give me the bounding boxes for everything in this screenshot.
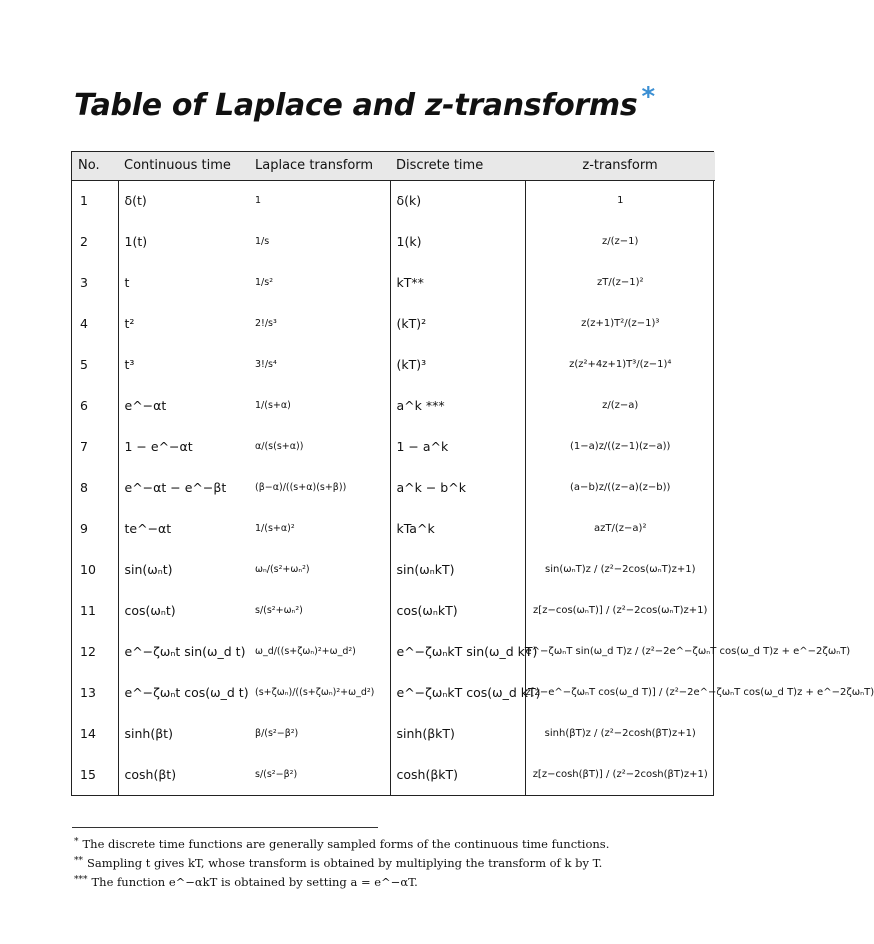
row-number: 3: [80, 275, 88, 290]
continuous-time-cell: sin(ωₙt): [118, 549, 249, 590]
table-row: [72, 631, 715, 672]
row-number: 4: [80, 316, 88, 331]
row-number: 12: [80, 644, 96, 659]
continuous-time-cell: e^−ζωₙt sin(ω_d t): [118, 631, 249, 672]
row-number: 1: [80, 193, 88, 209]
table-row: [72, 549, 715, 590]
z-transform-cell: azT/(z−a)²: [525, 508, 715, 549]
header-no: No.: [72, 152, 118, 180]
table-row: [72, 426, 715, 467]
laplace-transform-cell: (β−α)/((s+α)(s+β)): [255, 482, 347, 493]
laplace-transform-cell: 1/s: [255, 236, 270, 247]
discrete-time-cell: δ(k): [390, 180, 525, 221]
row-number: 14: [80, 726, 96, 741]
z-transform-cell: z/(z−a): [525, 385, 715, 426]
laplace-transform-cell: 1: [255, 195, 262, 207]
table-header-row: [72, 152, 715, 180]
row-number: 9: [80, 521, 88, 536]
z-transform-cell: (1−a)z/((z−1)(z−a)): [525, 426, 715, 467]
z-transform-cell: 1: [525, 180, 715, 221]
z-transform-cell: z[z−cosh(βT)] / (z²−2cosh(βT)z+1): [525, 754, 715, 795]
page-title: [74, 82, 655, 123]
footnote-item: [74, 872, 609, 891]
table-row: [72, 385, 715, 426]
discrete-time-cell: (kT)²: [390, 303, 525, 344]
continuous-time-cell: e^−ζωₙt cos(ω_d t): [118, 672, 249, 713]
discrete-time-cell: a^k − b^k: [390, 467, 525, 508]
discrete-time-cell: (kT)³: [390, 344, 525, 385]
discrete-time-cell: sin(ωₙkT): [390, 549, 525, 590]
continuous-time-cell: δ(t): [118, 180, 249, 221]
laplace-transform-cell: (s+ζωₙ)/((s+ζωₙ)²+ω_d²): [255, 687, 375, 698]
footnote-mark: ***: [74, 875, 88, 885]
continuous-time-cell: t²: [118, 303, 249, 344]
laplace-transform-cell: α/(s(s+α)): [255, 441, 304, 452]
continuous-time-cell: e^−αt: [118, 385, 249, 426]
footnote-mark: **: [74, 856, 83, 866]
row-number: 7: [80, 439, 88, 454]
table-row: [72, 754, 715, 795]
z-transform-cell: zT/(z−1)²: [525, 262, 715, 303]
footnote-divider: [72, 827, 378, 828]
row-number: 15: [80, 767, 96, 782]
footnote-mark: *: [74, 837, 79, 847]
z-transform-cell: sin(ωₙT)z / (z²−2cos(ωₙT)z+1): [525, 549, 715, 590]
table-row: [72, 180, 715, 221]
row-number: 10: [80, 562, 96, 577]
table-row: [72, 590, 715, 631]
laplace-transform-cell: ωₙ/(s²+ωₙ²): [255, 564, 310, 575]
laplace-transform-cell: β/(s²−β²): [255, 728, 299, 739]
discrete-time-cell: cosh(βkT): [390, 754, 525, 795]
z-transform-cell: z[z−cos(ωₙT)] / (z²−2cos(ωₙT)z+1): [525, 590, 715, 631]
table-row: [72, 713, 715, 754]
laplace-transform-cell: 3!/s⁴: [255, 359, 277, 370]
page-title-text: Table of Laplace and z-transforms: [74, 88, 638, 123]
z-transform-cell: (a−b)z/((z−a)(z−b)): [525, 467, 715, 508]
footnote-text: Sampling t gives kT, whose transform is obtained by multiplying the transform of k by T.: [87, 856, 603, 870]
z-transform-cell: e^−ζωₙT sin(ω_d T)z / (z²−2e^−ζωₙT cos(ω_d T)z + e^−2ζωₙT): [525, 631, 715, 672]
table-row: [72, 344, 715, 385]
continuous-time-cell: 1 − e^−αt: [118, 426, 249, 467]
continuous-time-cell: e^−αt − e^−βt: [118, 467, 249, 508]
footnote-text: The function e^−αkT is obtained by setting a = e^−αT.: [91, 875, 418, 889]
row-number: 11: [80, 603, 96, 618]
table-row: [72, 303, 715, 344]
header-continuous-time: Continuous time: [118, 152, 249, 180]
continuous-time-cell: cosh(βt): [118, 754, 249, 795]
footnotes: [74, 834, 609, 891]
transform-table: [71, 151, 874, 796]
laplace-transform-cell: 1/(s+α): [255, 400, 291, 411]
discrete-time-cell: 1(k): [390, 221, 525, 262]
continuous-time-cell: t³: [118, 344, 249, 385]
discrete-time-cell: e^−ζωₙkT cos(ω_d kT): [390, 672, 525, 713]
z-transform-cell: sinh(βT)z / (z²−2cosh(βT)z+1): [525, 713, 715, 754]
header-laplace-transform: Laplace transform: [249, 152, 390, 180]
discrete-time-cell: cos(ωₙkT): [390, 590, 525, 631]
row-number: 13: [80, 685, 96, 700]
discrete-time-cell: sinh(βkT): [390, 713, 525, 754]
discrete-time-cell: e^−ζωₙkT sin(ω_d kT): [390, 631, 525, 672]
header-z-transform: z-transform: [525, 152, 715, 180]
header-discrete-time: Discrete time: [390, 152, 525, 180]
laplace-transform-cell: 2!/s³: [255, 318, 277, 329]
laplace-transform-cell: 1/s²: [255, 277, 274, 288]
title-footnote-mark: *: [641, 82, 655, 112]
z-transform-cell: z(z+1)T²/(z−1)³: [525, 303, 715, 344]
table-row: [72, 508, 715, 549]
continuous-time-cell: t: [118, 262, 249, 303]
continuous-time-cell: sinh(βt): [118, 713, 249, 754]
table-row: [72, 467, 715, 508]
table-row: [72, 221, 715, 262]
row-number: 8: [80, 480, 88, 495]
z-transform-cell: z[z−e^−ζωₙT cos(ω_d T)] / (z²−2e^−ζωₙT cos(ω_d T)z + e^−2ζωₙT): [525, 672, 715, 713]
table-row: [72, 672, 715, 713]
discrete-time-cell: 1 − a^k: [390, 426, 525, 467]
laplace-transform-cell: 1/(s+α)²: [255, 523, 295, 534]
continuous-time-cell: te^−αt: [118, 508, 249, 549]
row-number: 2: [80, 234, 88, 249]
discrete-time-cell: kT**: [390, 262, 525, 303]
row-number: 6: [80, 398, 88, 413]
discrete-time-cell: kTa^k: [390, 508, 525, 549]
footnote-text: The discrete time functions are generally sampled forms of the continuous time functions.: [82, 837, 610, 851]
laplace-transform-cell: s/(s²+ωₙ²): [255, 605, 303, 616]
continuous-time-cell: cos(ωₙt): [118, 590, 249, 631]
footnote-item: [74, 853, 609, 872]
continuous-time-cell: 1(t): [118, 221, 249, 262]
z-transform-cell: z(z²+4z+1)T³/(z−1)⁴: [525, 344, 715, 385]
laplace-transform-cell: ω_d/((s+ζωₙ)²+ω_d²): [255, 646, 356, 657]
footnote-item: [74, 834, 609, 853]
discrete-time-cell: a^k ***: [390, 385, 525, 426]
row-number: 5: [80, 357, 88, 372]
table-row: [72, 262, 715, 303]
laplace-transform-cell: s/(s²−β²): [255, 769, 298, 780]
z-transform-cell: z/(z−1): [525, 221, 715, 262]
